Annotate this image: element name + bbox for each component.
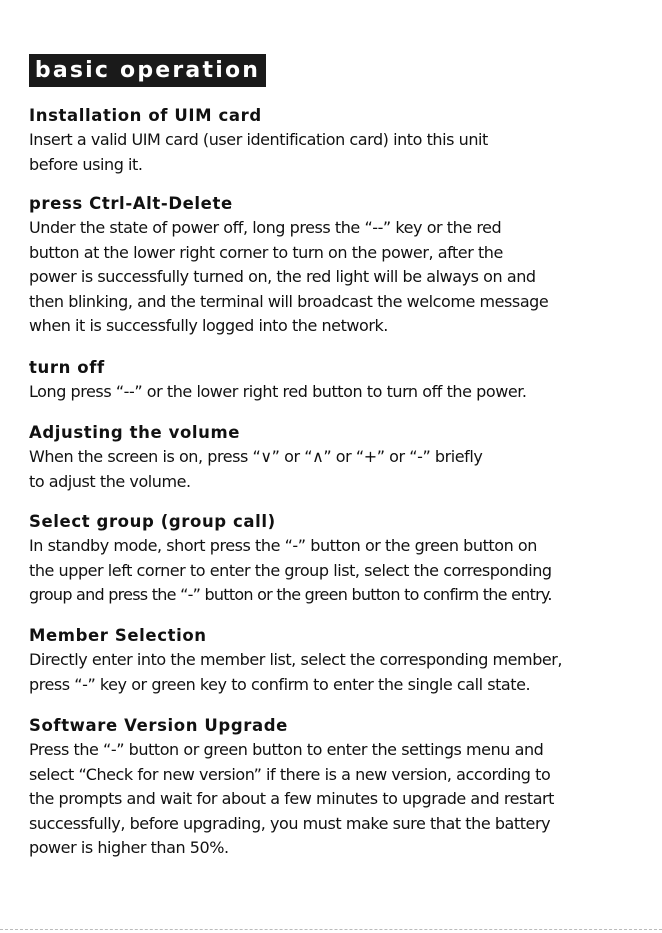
body-line: In standby mode, short press the “-” button or the green button on	[29, 536, 537, 555]
section-volume	[29, 421, 661, 494]
section-heading: basic operation	[29, 54, 266, 87]
body-line: to adjust the volume.	[29, 471, 191, 491]
body-line: When the screen is on, press “∨” or “∧” or “+” or “-” briefly	[29, 447, 483, 466]
page-bottom-divider	[0, 929, 662, 930]
body-line: when it is successfully logged into the network.	[29, 316, 388, 336]
body-line: then blinking, and the terminal will broadcast the welcome message	[29, 291, 549, 311]
section-title: Adjusting the volume	[29, 423, 241, 442]
section-uim-card	[29, 104, 661, 177]
body-line: Under the state of power off, long press the “--” key or the red	[29, 218, 502, 237]
section-title: turn off	[29, 358, 105, 377]
section-power-on	[29, 192, 661, 339]
body-line: button at the lower right corner to turn on the power, after the	[29, 242, 503, 262]
section-turn-off	[29, 356, 661, 405]
section-title: Member Selection	[29, 626, 207, 645]
body-line: Insert a valid UIM card (user identification card) into this unit	[29, 130, 488, 149]
body-line: power is successfully turned on, the red light will be always on and	[29, 267, 536, 287]
section-select-group	[29, 510, 661, 608]
body-line: before using it.	[29, 154, 143, 174]
body-line: the upper left corner to enter the group list, select the corresponding	[29, 560, 552, 580]
section-title: press Ctrl-Alt-Delete	[29, 194, 233, 213]
section-title: Select group (group call)	[29, 512, 276, 531]
body-line: successfully, before upgrading, you must make sure that the battery	[29, 813, 551, 833]
body-line: press “-” key or green key to confirm to enter the single call state.	[29, 674, 531, 694]
body-line: Long press “--” or the lower right red button to turn off the power.	[29, 382, 527, 401]
body-line: group and press the “-” button or the green button to confirm the entry.	[29, 585, 552, 605]
body-line: Directly enter into the member list, select the corresponding member,	[29, 650, 563, 669]
section-title: Installation of UIM card	[29, 106, 262, 125]
body-line: the prompts and wait for about a few minutes to upgrade and restart	[29, 789, 555, 809]
body-line: Press the “-” button or green button to enter the settings menu and	[29, 740, 544, 759]
section-title: Software Version Upgrade	[29, 716, 288, 735]
body-line: power is higher than 50%.	[29, 838, 229, 858]
body-line: select “Check for new version” if there is a new version, according to	[29, 764, 551, 784]
section-software-upgrade	[29, 714, 661, 861]
section-member-selection	[29, 624, 661, 697]
